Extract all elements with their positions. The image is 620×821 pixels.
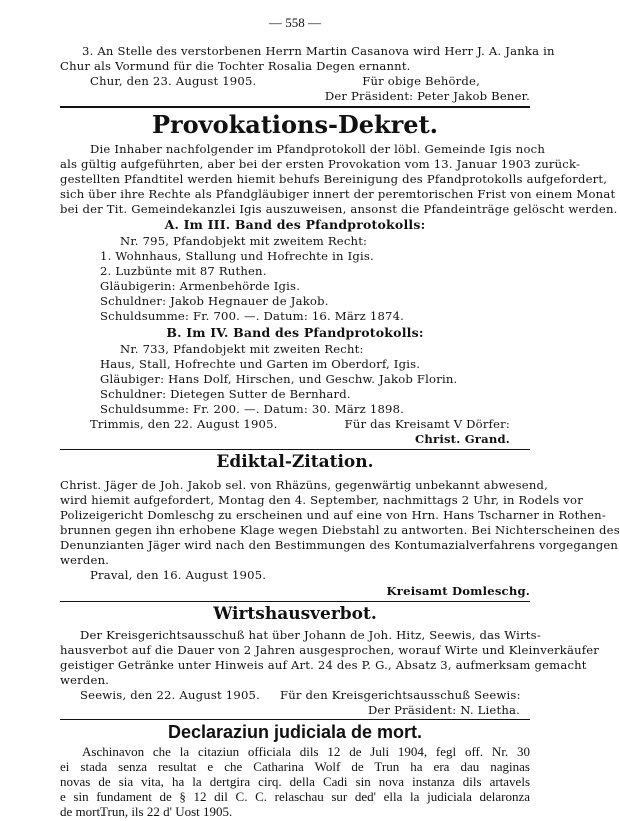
section-b-line: Schuldsumme: Fr. 200. —. Datum: 30. März 1898. (100, 402, 405, 416)
provokation-intro-3: gestellten Pfandtitel werden hiemit behufs Bereinigung des Pfandprotokolls aufgefordert, (60, 172, 608, 186)
section-divider (60, 106, 530, 108)
declaraziun-line: e sin fundament de § 12 dil C. C. relaschau sur ded' ella la judiciala delaronza (60, 789, 530, 804)
wirtshaus-president: Der Präsident: N. Lietha. (367, 703, 520, 717)
ediktal-title: Ediktal-Zitation. (216, 452, 374, 472)
section-b-line: Schuldner: Dietegen Sutter de Bernhard. (100, 387, 351, 401)
section-a-heading: A. Im III. Band des Pfandprotokolls: (164, 217, 426, 232)
declaraziun-date: Trun, ils 22 d' Uost 1905. (100, 804, 233, 819)
section-a-line: 1. Wohnhaus, Stallung und Hofrechte in Igis. (100, 249, 374, 263)
casanova-line-1: 3. An Stelle des verstorbenen Herrn Martin Casanova wird Herr J. A. Janka in (82, 44, 555, 58)
wirtshaus-line: hausverbot auf die Dauer von 2 Jahren ausgesprochen, worauf Wirte und Kleinverkäufer (60, 643, 600, 657)
declaraziun-line: ei stada senza resultat e che Catharina Wolf de Trun ha era dau naginas (60, 759, 530, 774)
wirtshaus-title: Wirtshausverbot. (213, 604, 377, 624)
ediktal-line: werden. (60, 553, 110, 567)
provokation-intro-1: Die Inhaber nachfolgender im Pfandprotokoll der löbl. Gemeinde Igis noch (90, 142, 546, 156)
section-divider (60, 449, 530, 450)
section-b-heading: B. Im IV. Band des Pfandprotokolls: (166, 325, 424, 340)
section-a-line: Schuldsumme: Fr. 700. —. Datum: 16. März 1874. (100, 309, 405, 323)
provokation-authority: Für das Kreisamt V Dörfer: (344, 417, 510, 431)
declaraziun-title: Declaraziun judiciala de mort. (167, 722, 423, 742)
section-a-line: Gläubigerin: Armenbehörde Igis. (100, 279, 301, 293)
casanova-president: Der Präsident: Peter Jakob Bener. (324, 89, 530, 103)
section-a-line: Nr. 795, Pfandobjekt mit zweitem Recht: (120, 234, 368, 248)
declaraziun-line: novas de sia vita, ha la dertgira cirq. della Cadi sin nova instanza dils artavels (60, 774, 530, 789)
provokation-intro-4: sich über ihre Rechte als Pfandgläubiger innert der peremtorischen Frist von einem Monat (60, 187, 616, 201)
wirtshaus-authority: Für den Kreisgerichtsausschuß Seewis: (280, 688, 521, 702)
ediktal-line: brunnen gegen ihn erhobene Klage wegen Diebstahl zu antworten. Bei Nichterscheinen des (60, 523, 620, 537)
declaraziun-line: de mort. (60, 804, 104, 819)
casanova-date: Chur, den 23. August 1905. (90, 74, 257, 88)
section-b-line: Nr. 733, Pfandobjekt mit zweiten Recht: (120, 342, 364, 356)
wirtshaus-date: Seewis, den 22. August 1905. (80, 688, 260, 702)
provokation-title: Provokations-Dekret. (151, 110, 439, 139)
wirtshaus-line: Der Kreisgerichtsausschuß hat über Johann de Joh. Hitz, Seewis, das Wirts- (80, 628, 541, 642)
ediktal-date: Praval, den 16. August 1905. (90, 568, 267, 582)
section-a-line: Schuldner: Jakob Hegnauer de Jakob. (100, 294, 329, 308)
ediktal-line: wird hiemit aufgefordert, Montag den 4. September, nachmittags 2 Uhr, in Rodels vor (60, 493, 583, 507)
ediktal-signature: Kreisamt Domleschg. (386, 584, 530, 598)
ediktal-line: Christ. Jäger de Joh. Jakob sel. von Rhäzüns, gegenwärtig unbekannt abwesend, (60, 478, 549, 492)
provokation-date: Trimmis, den 22. August 1905. (90, 417, 278, 431)
ediktal-line: Polizeigericht Domleschg zu erscheinen und auf eine von Hrn. Hans Tscharner in Rothen- (60, 508, 606, 522)
section-divider (60, 601, 530, 602)
wirtshaus-line: werden. (60, 673, 110, 687)
casanova-line-2: Chur als Vormund für die Tochter Rosalia Degen ernannt. (60, 59, 411, 73)
wirtshaus-line: geistiger Getränke unter Hinweis auf Art. 24 des P. G., Absatz 3, aufmerksam gemacht (60, 658, 587, 672)
ediktal-line: Denunzianten Jäger wird nach den Bestimmungen des Kontumazialverfahrens vorgegangen (60, 538, 619, 552)
section-b-line: Haus, Stall, Hofrechte und Garten im Oberdorf, Igis. (100, 357, 421, 371)
provokation-signature: Christ. Grand. (414, 432, 510, 446)
page-number: — 558 — (269, 15, 321, 30)
casanova-authority: Für obige Behörde, (362, 74, 480, 88)
provokation-intro-5: bei der Tit. Gemeindekanzlei Igis auszuweisen, ansonst die Pfandeinträge gelöscht werden. (60, 202, 618, 216)
declaraziun-line: Aschinavon che la citaziun officiala dils 12 de Juli 1904, fegl off. Nr. 30 (82, 744, 530, 759)
section-b-line: Gläubiger: Hans Dolf, Hirschen, und Geschw. Jakob Florin. (100, 372, 458, 386)
section-a-line: 2. Luzbünte mit 87 Ruthen. (100, 264, 267, 278)
provokation-intro-2: als gültig aufgeführten, aber bei der ersten Provokation vom 13. Januar 1903 zurück- (60, 157, 581, 171)
section-divider (60, 719, 530, 720)
